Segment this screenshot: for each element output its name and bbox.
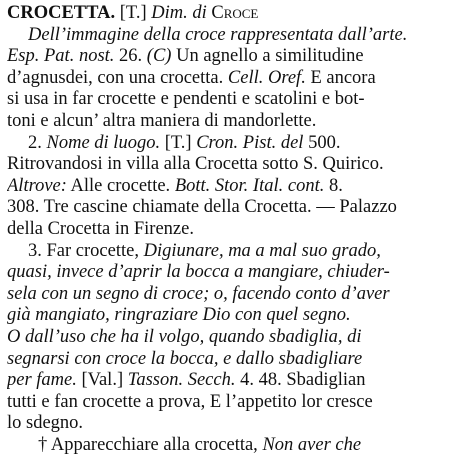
text-line	[28, 24, 471, 46]
text-line	[7, 218, 471, 240]
text-line	[7, 45, 471, 67]
line-text: † Apparecchiare alla crocetta,	[38, 435, 258, 455]
line-text: [Val.]	[76, 370, 128, 391]
text-line	[7, 196, 471, 218]
line-text: Tasson. Secch.	[127, 370, 236, 391]
line-text: Un agnello a similitudine	[171, 46, 364, 67]
line-text: 4. 48. Sbadiglian	[235, 370, 366, 391]
line-text: Cron. Pist. del	[196, 132, 304, 153]
line-text: O dall’uso che ha il volgo, quando sbadiglia, di	[7, 327, 362, 347]
text-line	[7, 153, 471, 175]
text-line	[7, 304, 471, 326]
line-text: 2.	[28, 132, 47, 153]
line-text: già mangiato, ringraziare Dio con quel segno.	[7, 305, 351, 326]
text-line	[7, 110, 471, 132]
line-text: d’agnusdei, con una crocetta.	[7, 67, 228, 88]
line-text: Altrove:	[7, 175, 67, 196]
line-text: si usa in far crocette e pendenti e scatolini e bot-	[7, 89, 365, 110]
line-text: della Crocetta in Firenze.	[7, 219, 194, 239]
line-text: toni e alcun’ altra maniera di mandorlette.	[7, 111, 317, 131]
line-text: Nome di luogo.	[46, 132, 161, 153]
line-text: quasi, invece d’aprir la bocca a mangiare, chiuder-	[7, 262, 390, 283]
line-text: segnarsi con croce la bocca, e dallo sbadigliare	[7, 348, 363, 369]
text-line	[28, 240, 471, 262]
line-text: 500.	[303, 132, 341, 153]
line-text: Non aver che	[257, 435, 362, 455]
text-line	[7, 348, 471, 370]
line-text: Alle crocette.	[66, 175, 175, 196]
line-text: 8.	[324, 175, 343, 196]
text-line	[7, 412, 471, 434]
line-text: Bott. Stor. Ital. cont.	[174, 175, 325, 196]
headword: CROCETTA.	[7, 3, 116, 23]
line-text: sela con un segno di croce; o, facendo conto d’aver	[7, 283, 390, 304]
line-text: Cell. Oref.	[227, 67, 306, 88]
text-line	[7, 391, 471, 413]
line-text: E ancora	[305, 67, 376, 88]
line-text: (C)	[146, 46, 172, 67]
line-text: 308. Tre cascine chiamate della Crocetta. — Palazzo	[7, 197, 397, 218]
line-text: Digiunare, ma a mal suo grado,	[143, 240, 381, 261]
text-line	[7, 283, 471, 305]
line-text: Esp. Pat. nost.	[7, 46, 115, 67]
line-text: [T.]	[160, 132, 197, 153]
text-line	[7, 67, 471, 89]
entry-definition: Dim. di	[151, 3, 207, 23]
line-text: tutti e fan crocette a prova, E l’appetito lor cresce	[7, 391, 373, 412]
line-text: 3. Far crocette,	[28, 240, 144, 261]
text-line	[7, 88, 471, 110]
line-text: Ritrovandosi in villa alla Crocetta sotto S. Quirico.	[7, 154, 384, 175]
line-text: Dell’immagine della croce rappresentata dall’arte.	[28, 24, 408, 45]
line-text: per fame.	[7, 370, 77, 391]
line-text: lo sdegno.	[7, 413, 84, 434]
entry-header	[7, 2, 471, 24]
text-line	[7, 326, 471, 348]
line-text: 26.	[114, 46, 147, 67]
entry-ref: Croce	[211, 3, 259, 23]
entry-tag: [T.]	[119, 3, 147, 23]
text-line	[7, 175, 471, 197]
text-line	[7, 261, 471, 283]
text-line	[28, 132, 471, 154]
text-line	[7, 369, 471, 391]
text-line	[38, 434, 471, 456]
